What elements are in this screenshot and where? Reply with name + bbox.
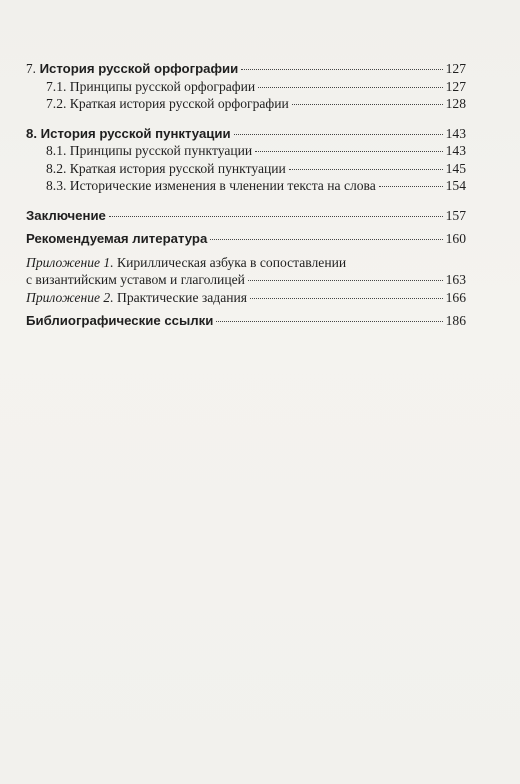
leader-dots — [248, 280, 443, 281]
toc-entry-ch8-3[interactable] — [26, 177, 466, 195]
page-number: 160 — [445, 231, 466, 246]
section-title: 8.3. Исторические изменения в членении текста на слова — [46, 178, 376, 193]
toc-entry-ch8-1[interactable] — [26, 142, 466, 160]
appendix-title: Практические задания — [113, 289, 248, 305]
toc-entry-ch7-1[interactable] — [26, 78, 466, 96]
toc-entry-appendix-1[interactable] — [26, 254, 466, 289]
leader-dots — [216, 321, 442, 322]
section-title: 8.2. Краткая история русской пунктуации — [46, 160, 286, 176]
leader-dots — [210, 239, 442, 240]
leader-dots — [241, 69, 442, 70]
page-number: 143 — [445, 143, 466, 158]
chapter-title: Библиографические ссылки — [26, 313, 214, 328]
leader-dots — [255, 151, 442, 152]
page-number: 154 — [445, 178, 466, 193]
leader-dots — [234, 134, 443, 135]
leader-dots — [109, 216, 443, 217]
leader-dots — [292, 104, 443, 105]
appendix-title-line2: с византийским уставом и глаголицей — [26, 272, 245, 287]
page-number: 127 — [445, 78, 466, 94]
chapter-number: 7. — [26, 61, 36, 76]
page-number: 127 — [445, 61, 466, 76]
toc-entry-ch7-2[interactable] — [26, 95, 466, 113]
appendix-title-line1: Кириллическая азбука в сопоставлении — [113, 254, 347, 270]
leader-dots — [258, 87, 442, 88]
section-title: 7.1. Принципы русской орфографии — [46, 78, 256, 94]
table-of-contents — [26, 60, 466, 330]
chapter-title: 8. История русской пунктуации — [26, 125, 231, 141]
section-title: 7.2. Краткая история русской орфографии — [46, 96, 289, 111]
toc-entry-bibliography[interactable] — [26, 312, 466, 330]
page-number: 157 — [445, 207, 466, 223]
page-number: 163 — [445, 272, 466, 287]
toc-entry-ch8[interactable] — [26, 125, 466, 143]
leader-dots — [289, 169, 443, 170]
toc-entry-ch8-2[interactable] — [26, 160, 466, 178]
page-number: 186 — [445, 313, 466, 328]
page-number: 166 — [445, 289, 466, 305]
chapter-title: Заключение — [26, 207, 106, 223]
leader-dots — [250, 298, 443, 299]
toc-entry-literature[interactable] — [26, 230, 466, 248]
chapter-title: Рекомендуемая литература — [26, 231, 208, 246]
appendix-label: Приложение 2. — [26, 289, 114, 305]
chapter-title: История русской орфографии — [39, 61, 239, 76]
toc-entry-ch7[interactable] — [26, 60, 466, 78]
toc-entry-appendix-2[interactable] — [26, 289, 466, 307]
page-number: 128 — [445, 96, 466, 111]
toc-entry-conclusion[interactable] — [26, 207, 466, 225]
page-number: 145 — [445, 160, 466, 176]
section-title: 8.1. Принципы русской пунктуации — [46, 143, 253, 158]
page-number: 143 — [445, 125, 466, 141]
leader-dots — [379, 186, 443, 187]
appendix-label: Приложение 1. — [26, 254, 114, 270]
